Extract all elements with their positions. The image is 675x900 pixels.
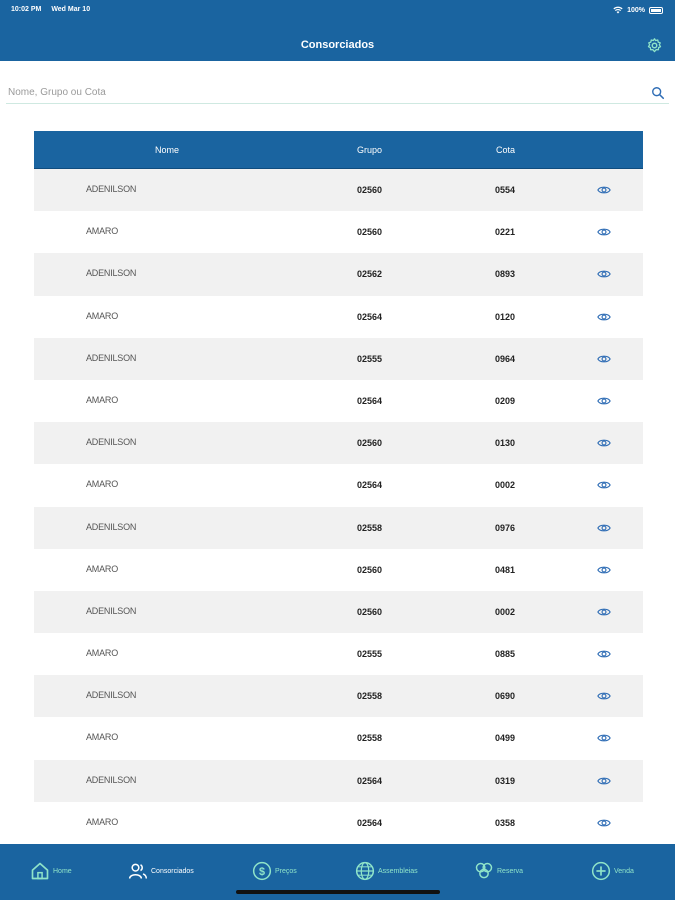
cell-grupo: 02558: [357, 522, 383, 533]
globe-icon: [355, 861, 375, 881]
search-icon[interactable]: [651, 86, 665, 100]
table-header: [34, 131, 643, 169]
cell-grupo: 02560: [357, 227, 383, 238]
table-row[interactable]: [34, 802, 643, 844]
table-row[interactable]: [34, 253, 643, 295]
cell-grupo: 02564: [357, 395, 383, 406]
consorciados-table: [34, 131, 643, 844]
eye-icon[interactable]: [597, 267, 611, 281]
table-row[interactable]: [34, 717, 643, 759]
tab-assembleias-label: Assembleias: [378, 867, 418, 875]
cell-cota: 0120: [495, 311, 516, 322]
cell-grupo: 02558: [357, 733, 383, 744]
cell-grupo: 02560: [357, 606, 383, 617]
users-icon: [128, 861, 148, 881]
cell-grupo: 02560: [357, 438, 383, 449]
tab-consorciados-label: Consorciados: [151, 867, 194, 875]
cell-cota: 0221: [495, 227, 516, 238]
cell-grupo: 02564: [357, 480, 383, 491]
table-row[interactable]: [34, 549, 643, 591]
dollar-icon: [252, 861, 272, 881]
table-row[interactable]: [34, 633, 643, 675]
table-row[interactable]: [34, 464, 643, 506]
cell-cota: 0002: [495, 606, 516, 617]
tab-reserva[interactable]: [474, 861, 523, 881]
wifi-icon: [613, 6, 623, 14]
top-bar: [0, 0, 675, 61]
table-row[interactable]: [34, 211, 643, 253]
cell-nome: AMARO: [86, 732, 119, 743]
cell-grupo: 02555: [357, 649, 383, 660]
eye-icon[interactable]: [597, 689, 611, 703]
table-row[interactable]: [34, 296, 643, 338]
cell-cota: 0964: [495, 353, 516, 364]
eye-icon[interactable]: [597, 605, 611, 619]
reserva-icon: [474, 861, 494, 881]
home-indicator: [236, 890, 440, 894]
table-row[interactable]: [34, 591, 643, 633]
status-bar: [11, 6, 663, 16]
cell-cota: 0893: [495, 269, 516, 280]
eye-icon[interactable]: [597, 521, 611, 535]
cell-nome: AMARO: [86, 479, 119, 490]
cell-cota: 0481: [495, 564, 516, 575]
eye-icon[interactable]: [597, 563, 611, 577]
search-input[interactable]: [6, 83, 626, 103]
tab-home-label: Home: [53, 867, 72, 875]
eye-icon[interactable]: [597, 436, 611, 450]
cell-nome: AMARO: [86, 816, 119, 827]
cell-cota: 0358: [495, 817, 516, 828]
cell-nome: ADENILSON: [86, 690, 137, 701]
plus-circle-icon: [591, 861, 611, 881]
eye-icon[interactable]: [597, 731, 611, 745]
svg-text:$: $: [258, 865, 266, 878]
tab-reserva-label: Reserva: [497, 867, 524, 875]
cell-cota: 0554: [495, 185, 516, 195]
tab-precos[interactable]: [252, 861, 297, 881]
cell-nome: AMARO: [86, 226, 119, 237]
cell-grupo: 02560: [357, 185, 383, 195]
cell-cota: 0690: [495, 691, 516, 702]
cell-nome: ADENILSON: [86, 774, 137, 785]
tab-venda-label: Venda: [614, 867, 634, 875]
eye-icon[interactable]: [597, 352, 611, 366]
table-row[interactable]: [34, 422, 643, 464]
cell-nome: AMARO: [86, 310, 119, 321]
bottom-tab-bar: [0, 844, 675, 900]
cell-grupo: 02558: [357, 691, 383, 702]
eye-icon[interactable]: [597, 774, 611, 788]
cell-cota: 0976: [495, 522, 516, 533]
cell-grupo: 02564: [357, 775, 383, 786]
cell-nome: ADENILSON: [86, 184, 137, 194]
table-row[interactable]: [34, 675, 643, 717]
battery-icon: [649, 7, 663, 14]
eye-icon[interactable]: [597, 394, 611, 408]
status-date: Wed Mar 10: [51, 6, 91, 13]
page-title: Consorciados: [300, 39, 375, 51]
cell-cota: 0002: [495, 480, 516, 491]
status-time: 10:02 PM: [11, 6, 42, 13]
table-row[interactable]: [34, 760, 643, 802]
cell-nome: ADENILSON: [86, 352, 137, 363]
cell-nome: ADENILSON: [86, 268, 137, 279]
cell-grupo: 02562: [357, 269, 383, 280]
tab-precos-label: Preços: [275, 867, 297, 875]
tab-assembleias[interactable]: [355, 861, 418, 881]
cell-cota: 0499: [495, 733, 516, 744]
cell-grupo: 02555: [357, 353, 383, 364]
column-header-nome: Nome: [155, 145, 180, 155]
battery-percent: 100%: [627, 6, 645, 14]
cell-nome: AMARO: [86, 394, 119, 405]
cell-cota: 0209: [495, 395, 516, 406]
cell-nome: ADENILSON: [86, 521, 137, 532]
search-bar: [6, 82, 669, 104]
cell-cota: 0130: [495, 438, 516, 449]
column-header-grupo: Grupo: [357, 145, 383, 155]
home-icon: [30, 861, 50, 881]
table-body: [34, 169, 643, 844]
cell-grupo: 02560: [357, 564, 383, 575]
table-row[interactable]: [34, 169, 643, 211]
cell-grupo: 02564: [357, 311, 383, 322]
cell-cota: 0885: [495, 649, 516, 660]
cell-cota: 0319: [495, 775, 516, 786]
cell-nome: ADENILSON: [86, 605, 137, 616]
eye-icon[interactable]: [597, 478, 611, 492]
cell-nome: ADENILSON: [86, 437, 137, 448]
eye-icon[interactable]: [597, 647, 611, 661]
tab-consorciados[interactable]: [128, 861, 194, 881]
column-header-cota: Cota: [496, 145, 516, 155]
tab-home[interactable]: [30, 861, 72, 881]
table-row[interactable]: [34, 507, 643, 549]
eye-icon[interactable]: [597, 310, 611, 324]
table-row[interactable]: [34, 338, 643, 380]
cell-nome: AMARO: [86, 563, 119, 574]
eye-icon[interactable]: [597, 183, 611, 197]
cell-nome: AMARO: [86, 648, 119, 659]
gear-icon[interactable]: [646, 37, 663, 54]
eye-icon[interactable]: [597, 225, 611, 239]
cell-grupo: 02564: [357, 817, 383, 828]
table-row[interactable]: [34, 380, 643, 422]
eye-icon[interactable]: [597, 816, 611, 830]
tab-venda[interactable]: [591, 861, 634, 881]
